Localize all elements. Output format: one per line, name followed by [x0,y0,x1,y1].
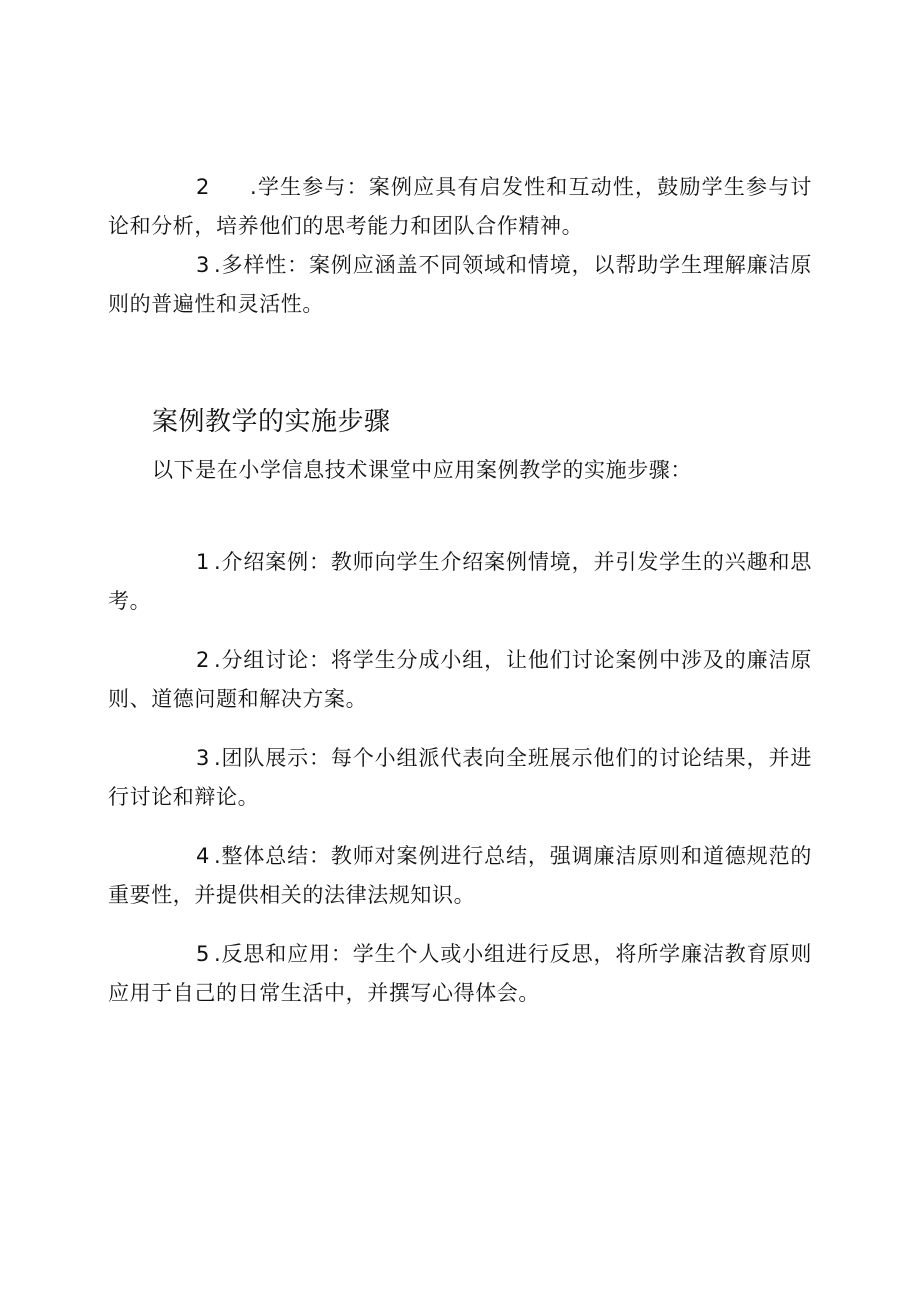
step-item-reflection [108,935,812,1013]
list-item-diversity [108,246,812,324]
step-text: .团队展示：每个小组派代表向全班展示他们的讨论结果，并进行讨论和辩论。 [108,746,812,809]
step-text: .整体总结：教师对案例进行总结，强调廉洁原则和道德规范的重要性，并提供相关的法律法规知识。 [108,844,812,907]
list-number: 2 [196,175,210,199]
step-text: .反思和应用：学生个人或小组进行反思，将所学廉洁教育原则应用于自己的日常生活中，并撰写心得体会。 [108,942,812,1005]
step-item-overall-summary [108,837,812,915]
step-text: .分组讨论：将学生分成小组，让他们讨论案例中涉及的廉洁原则、道德问题和解决方案。 [108,648,812,711]
section-intro: 以下是在小学信息技术课堂中应用案例教学的实施步骤： [152,458,692,482]
step-number: 2 [196,648,210,672]
step-item-group-discussion [108,641,812,719]
list-item-student-participation [108,168,812,246]
list-item-text: .学生参与：案例应具有启发性和互动性，鼓励学生参与讨论和分析，培养他们的思考能力和团队合作精神。 [108,175,812,238]
step-item-team-presentation [108,739,812,817]
list-item-text: .多样性：案例应涵盖不同领域和情境，以帮助学生理解廉洁原则的普遍性和灵活性。 [108,253,812,316]
list-number: 3 [196,253,210,277]
step-text: .介绍案例：教师向学生介绍案例情境，并引发学生的兴趣和思考。 [108,550,812,613]
step-number: 4 [196,844,210,868]
step-item-introduce-case [108,543,812,621]
section-heading: 案例教学的实施步骤 [152,407,391,437]
step-number: 3 [196,746,210,770]
step-number: 5 [196,942,210,966]
step-number: 1 [196,550,210,574]
